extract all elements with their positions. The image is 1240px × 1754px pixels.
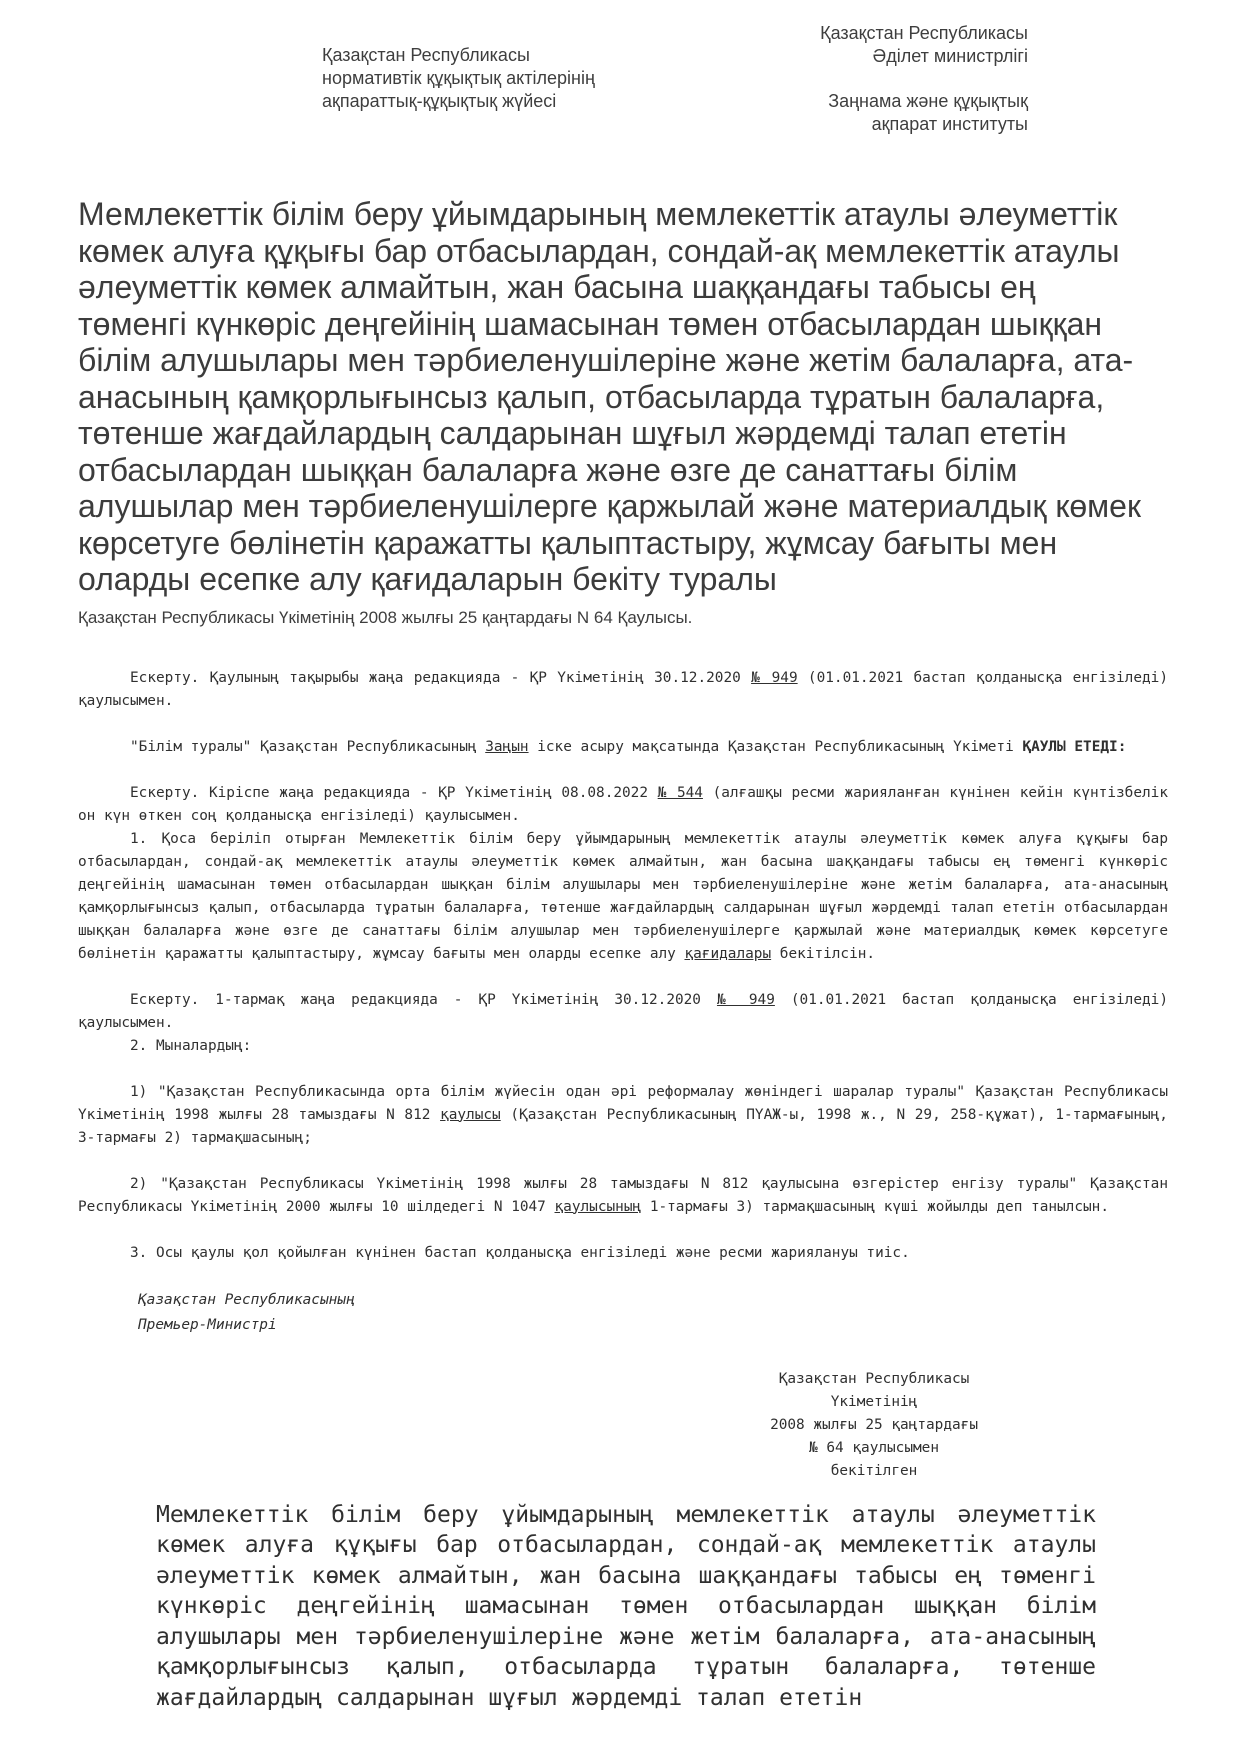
paragraph-text: (Қазақстан Республикасының ПҮАЖ-ы, 1998 ж., N 29, 258-құжат), 1-тармағының, 3-тармағы 2) тармақшасының;	[78, 1106, 1168, 1146]
document-subtitle: Қазақстан Республикасы Үкіметінің 2008 жылғы 25 қаңтардағы N 64 Қаулысы.	[78, 607, 693, 627]
paragraph-text: (алғашқы ресми жарияланған күнінен кейін күнтізбелік он күн өткен соң қолданысқа енгізіледі) қаулысымен.	[78, 784, 1168, 824]
paragraph-text: 1. Қоса беріліп отырған Мемлекеттік білім беру ұйымдарының мемлекеттік атаулы әлеуметтік көмек алуға құқығы бар отбасылардан, сондай-ақ мемлекеттік атаулы әлеуметтік көмек алмайтын, жан басына шаққандағы табысы ең төменгі күнкөріс деңгейінің шамасынан төмен отбасылардан шыққан білім алушылары мен тәрбиеленушілеріне және жетім балаларға, ата-анасының қамқорлығынсыз қалып, отбасыларда тұратын балаларға, төтенше жағдайлардың салдарынан шұғыл жәрдемді талап ететін отбасылардан шыққан балаларға және өзге де санаттағы білім алушылар мен тәрбиеленушілерге қаржылай және материалдық көмек көрсетуге бөлінетін қаражатты қалыптастыру, жұмсау бағыты мен оларды есепке алу	[78, 830, 1168, 962]
header-right-line: Әділет министрлігі	[872, 46, 1028, 66]
link-decree-812[interactable]: қаулысы	[440, 1106, 501, 1123]
paragraph-text: іске асыру мақсатында Қазақстан Республикасының Үкіметі	[528, 738, 1023, 755]
header-left-block	[322, 44, 595, 113]
paragraph-text: "Білім туралы" Қазақстан Республикасының	[130, 738, 486, 755]
approval-line: № 64 қаулысымен	[809, 1439, 940, 1456]
approval-line: Үкіметінің	[830, 1393, 918, 1410]
header-right-block	[820, 22, 1028, 136]
paragraph-text: 1-тармағы 3) тармақшасының күші жойылды деп танылсын.	[641, 1198, 1110, 1215]
item-1-paragraph	[78, 828, 1168, 966]
header-right-ministry	[820, 22, 1028, 68]
link-decree-1047[interactable]: қаулысының	[554, 1198, 642, 1215]
document-title: Мемлекеттік білім беру ұйымдарының мемлекеттік атаулы әлеуметтік көмек алуға құқығы бар отбасылардан, сондай-ақ мемлекеттік атаулы әлеуметтік көмек алмайтын, жан басына шаққандағы табысы ең төменгі күнкөріс деңгейінің шамасынан төмен отбасылардан шыққан білім алушылары мен тәрбиеленушілеріне және жетім балаларға, ата-анасының қамқорлығынсыз қалып, отбасыларда тұратын балаларға, төтенше жағдайлардың салдарынан шұғыл жәрдемді талап ететін отбасылардан шыққан балаларға және өзге де санаттағы білім алушылар мен тәрбиеленушілерге қаржылай және материалдық көмек көрсетуге бөлінетін қаражатты қалыптастыру, жұмсау бағыты мен оларды есепке алу қағидаларын бекіту туралы	[78, 196, 1141, 597]
attachment-heading: Мемлекеттік білім беру ұйымдарының мемлекеттік атаулы әлеуметтік көмек алуға құқығы бар отбасылардан, сондай-ақ мемлекеттік атаулы әлеуметтік көмек алмайтын, жан басына шаққандағы табысы ең төменгі күнкөріс деңгейінің шамасынан төмен отбасылардан шыққан білім алушылары мен тәрбиеленушілеріне және жетім балаларға, ата-анасының қамқорлығынсыз қалып, отбасыларда тұратын балаларға, төтенше жағдайлардың салдарынан шұғыл жәрдемді талап ететін	[156, 1501, 1096, 1711]
preamble-paragraph	[78, 736, 1168, 759]
paragraph-text: (01.01.2021 бастап қолданысқа енгізіледі) қаулысымен.	[78, 669, 1168, 709]
note-paragraph-preamble-edit	[78, 782, 1168, 828]
header-right-line: ақпарат институты	[871, 114, 1028, 134]
paragraph-text: Ескерту. Қаулының тақырыбы жаңа редакцияда - ҚР Үкіметінің 30.12.2020	[130, 669, 752, 686]
approval-line: Қазақстан Республикасы	[778, 1370, 970, 1387]
paragraph-text: 1) "Қазақстан Республикасында орта білім жүйесін одан әрі реформалау жөніндегі шаралар туралы" Қазақстан Республикасы Үкіметінің 1998 жылғы 28 тамыздағы N 812	[78, 1083, 1168, 1123]
link-education-law[interactable]: Заңын	[485, 738, 529, 755]
header-right-line: Қазақстан Республикасы	[820, 23, 1028, 43]
signature-line: Премьер-Министрі	[138, 1316, 277, 1333]
note-paragraph-title-edit	[78, 667, 1168, 713]
link-decree-949-2[interactable]: № 949	[716, 991, 775, 1008]
link-rules[interactable]: қағидалары	[684, 945, 772, 962]
header-right-institute	[820, 90, 1028, 136]
document-body	[78, 667, 1168, 1714]
decree-resolves-bold: ҚАУЛЫ ЕТЕДІ:	[1022, 738, 1127, 755]
approval-line: 2008 жылғы 25 қаңтардағы	[770, 1416, 978, 1433]
item-2-subitem-1-paragraph	[78, 1081, 1168, 1150]
item-2-paragraph: 2. Мыналардың:	[130, 1037, 252, 1054]
note-paragraph-item1-edit	[78, 989, 1168, 1035]
paragraph-text: Ескерту. Кіріспе жаңа редакцияда - ҚР Үкіметінің 08.08.2022	[130, 784, 658, 801]
header-left-line: нормативтік құқықтық актілерінің	[322, 68, 595, 88]
paragraph-text: Ескерту. 1-тармақ жаңа редакцияда - ҚР Үкіметінің 30.12.2020	[130, 991, 717, 1008]
paragraph-text: 2) "Қазақстан Республикасы Үкіметінің 1998 жылғы 28 тамыздағы N 812 қаулысына өзгерістер енгізу туралы" Қазақстан Республикасы Үкіметінің 2000 жылғы 10 шілдедегі N 1047	[78, 1175, 1168, 1215]
header-left-line: Қазақстан Республикасы	[322, 45, 530, 65]
paragraph-text: бекітілсін.	[771, 945, 876, 962]
paragraph-text: (01.01.2021 бастап қолданысқа енгізіледі) қаулысымен.	[78, 991, 1168, 1031]
link-decree-949[interactable]: № 949	[751, 669, 798, 686]
signature-block	[138, 1288, 1168, 1338]
approval-block	[770, 1368, 978, 1483]
approval-line: бекітілген	[830, 1462, 918, 1479]
header-left-line: ақпараттық-құқықтық жүйесі	[322, 91, 557, 111]
link-decree-544[interactable]: № 544	[657, 784, 703, 801]
signature-line: Қазақстан Республикасының	[138, 1291, 355, 1308]
item-3-paragraph: 3. Осы қаулы қол қойылған күнінен бастап қолданысқа енгізіледі және ресми жариялануы тиіс.	[130, 1244, 910, 1261]
header-right-line: Заңнама және құқықтық	[828, 91, 1028, 111]
item-2-subitem-2-paragraph	[78, 1173, 1168, 1219]
